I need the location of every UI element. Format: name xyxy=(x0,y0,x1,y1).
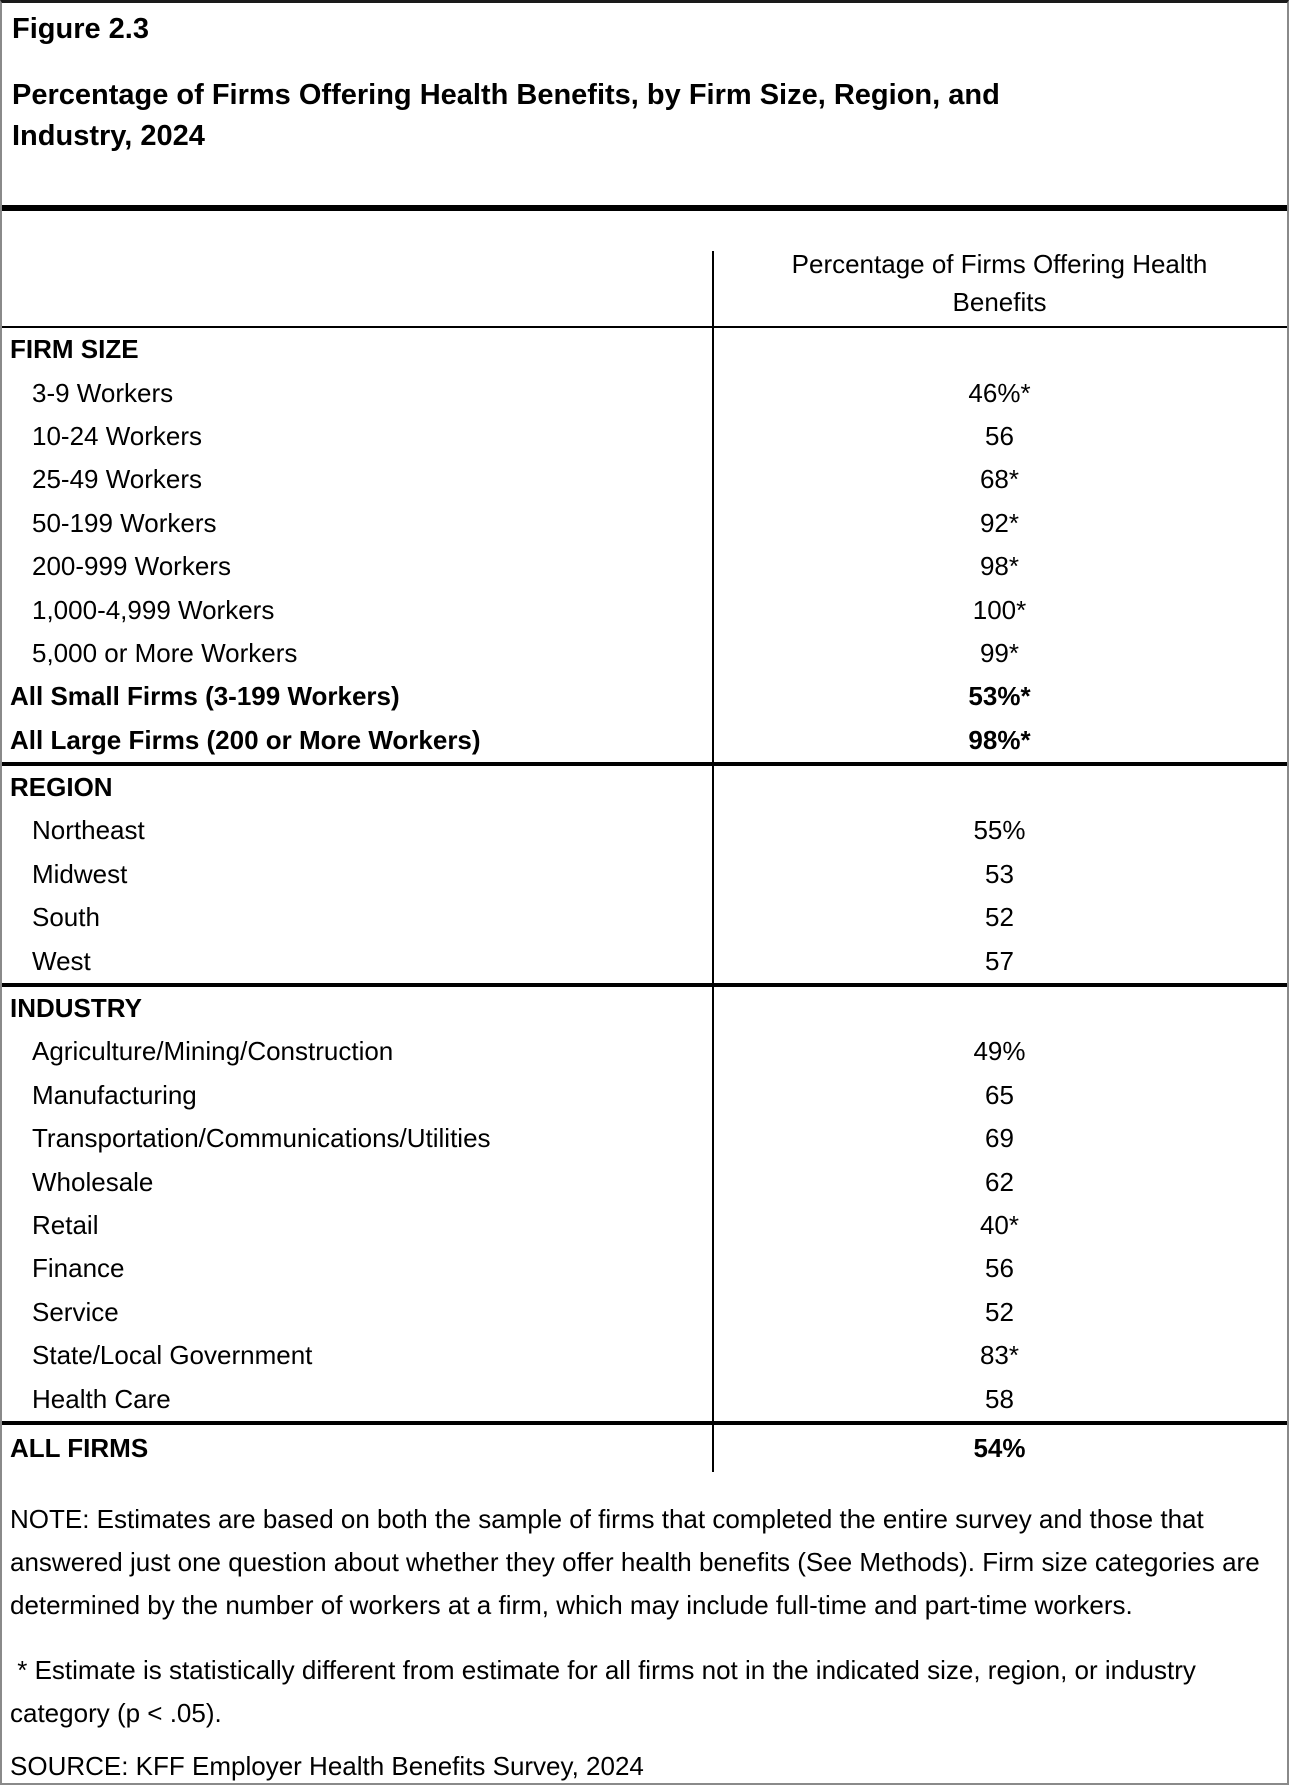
table-row xyxy=(2,502,1287,545)
row-label: Retail xyxy=(32,1210,99,1240)
row-label: 25-49 Workers xyxy=(32,464,203,495)
row-value: 69 xyxy=(985,1123,1014,1154)
section-header-row-firm-size xyxy=(2,328,1287,371)
row-label: Transportation/Communications/Utilities xyxy=(32,1123,491,1154)
table-section-firm-size xyxy=(2,328,1287,762)
table-row xyxy=(2,588,1287,631)
table-row xyxy=(2,632,1287,675)
row-value: 99* xyxy=(979,637,1020,668)
row-value: 53%* xyxy=(968,681,1031,712)
table-section-industry xyxy=(2,983,1287,1421)
table-row xyxy=(2,1377,1287,1420)
table-row xyxy=(2,719,1287,762)
table-row xyxy=(2,1030,1287,1073)
source-text: SOURCE: KFF Employer Health Benefits Survey, 2024 xyxy=(10,1750,644,1781)
row-label: Finance xyxy=(32,1253,125,1284)
table-row xyxy=(2,458,1287,501)
row-label: All Large Firms (200 or More Workers) xyxy=(10,724,481,755)
section-header-label: REGION xyxy=(10,772,113,803)
row-value: 57 xyxy=(985,945,1014,976)
section-header-row-region xyxy=(2,766,1287,809)
row-value: 65 xyxy=(985,1079,1014,1110)
total-row-label: ALL FIRMS xyxy=(10,1432,149,1463)
row-value: 98%* xyxy=(968,724,1031,755)
row-value: 56 xyxy=(985,420,1014,451)
total-row-value: 54% xyxy=(973,1432,1026,1463)
table-row xyxy=(2,675,1287,718)
table-row xyxy=(2,1074,1287,1117)
row-value: 46%* xyxy=(968,377,1031,408)
row-label: 200-999 Workers xyxy=(32,551,231,582)
row-label: South xyxy=(32,902,100,933)
table-row xyxy=(2,853,1287,896)
row-label: 3-9 Workers xyxy=(32,377,174,408)
row-label: Service xyxy=(32,1296,119,1327)
table-row xyxy=(2,1117,1287,1160)
row-value: 55% xyxy=(973,815,1026,846)
row-label: 1,000-4,999 Workers xyxy=(32,594,275,625)
row-value: 49% xyxy=(973,1036,1026,1067)
section-header-label: INDUSTRY xyxy=(10,993,142,1024)
benefits-table xyxy=(2,205,1287,1472)
table-row xyxy=(2,1160,1287,1203)
table-body xyxy=(2,328,1287,1421)
row-label: Midwest xyxy=(32,858,128,889)
row-value: 58 xyxy=(985,1383,1014,1414)
row-label: All Small Firms (3-199 Workers) xyxy=(10,681,400,712)
row-label: Manufacturing xyxy=(32,1079,197,1110)
figure-title: Percentage of Firms Offering Health Benefits, by Firm Size, Region, and Industry, 2024 xyxy=(12,79,1000,152)
table-row xyxy=(2,1247,1287,1290)
table-row xyxy=(2,939,1287,982)
row-label: 10-24 Workers xyxy=(32,420,203,451)
row-label: Agriculture/Mining/Construction xyxy=(32,1036,394,1067)
row-label: 5,000 or More Workers xyxy=(32,637,298,668)
figure-label: Figure 2.3 xyxy=(12,13,149,45)
row-label: Wholesale xyxy=(32,1166,154,1197)
row-label: 50-199 Workers xyxy=(32,507,217,538)
row-value: 52 xyxy=(985,902,1014,933)
table-row xyxy=(2,415,1287,458)
table-row xyxy=(2,545,1287,588)
row-label: State/Local Government xyxy=(32,1340,313,1371)
table-row xyxy=(2,896,1287,939)
value-column-header-cell xyxy=(712,211,1287,321)
row-value: 53 xyxy=(985,858,1014,889)
column-divider xyxy=(712,251,714,1472)
table-total-row xyxy=(2,1421,1287,1472)
table-header-row xyxy=(2,211,1287,328)
footnote-text: * Estimate is statistically different from estimate for all firms not in the indicated size, region, or industry category (p < .05). xyxy=(10,1654,1204,1728)
row-value: 68* xyxy=(979,464,1020,495)
row-label: Health Care xyxy=(32,1383,171,1414)
note-text: NOTE: Estimates are based on both the sample of firms that completed the entire survey and those that answered just one question about whether they offer health benefits (See Methods). Firm size categories are determined by the number of workers at a firm, which may include full-time and part-time workers. xyxy=(10,1503,1260,1620)
row-value: 100* xyxy=(972,594,1027,625)
section-header-label: FIRM SIZE xyxy=(10,334,139,365)
row-value: 83* xyxy=(979,1340,1020,1371)
row-value: 98* xyxy=(979,551,1020,582)
table-row xyxy=(2,371,1287,414)
row-value: 62 xyxy=(985,1166,1014,1197)
row-label: West xyxy=(32,945,91,976)
section-header-row-industry xyxy=(2,987,1287,1030)
table-row xyxy=(2,1334,1287,1377)
value-column-header: Percentage of Firms Offering Health Benefits xyxy=(791,249,1208,317)
table-row xyxy=(2,809,1287,852)
table-row xyxy=(2,1291,1287,1334)
row-value: 92* xyxy=(979,507,1020,538)
row-value: 40* xyxy=(979,1210,1020,1240)
row-value: 56 xyxy=(985,1253,1014,1284)
row-label: Northeast xyxy=(32,815,145,846)
table-section-region xyxy=(2,762,1287,983)
row-value: 52 xyxy=(985,1296,1014,1327)
table-row xyxy=(2,1204,1287,1247)
